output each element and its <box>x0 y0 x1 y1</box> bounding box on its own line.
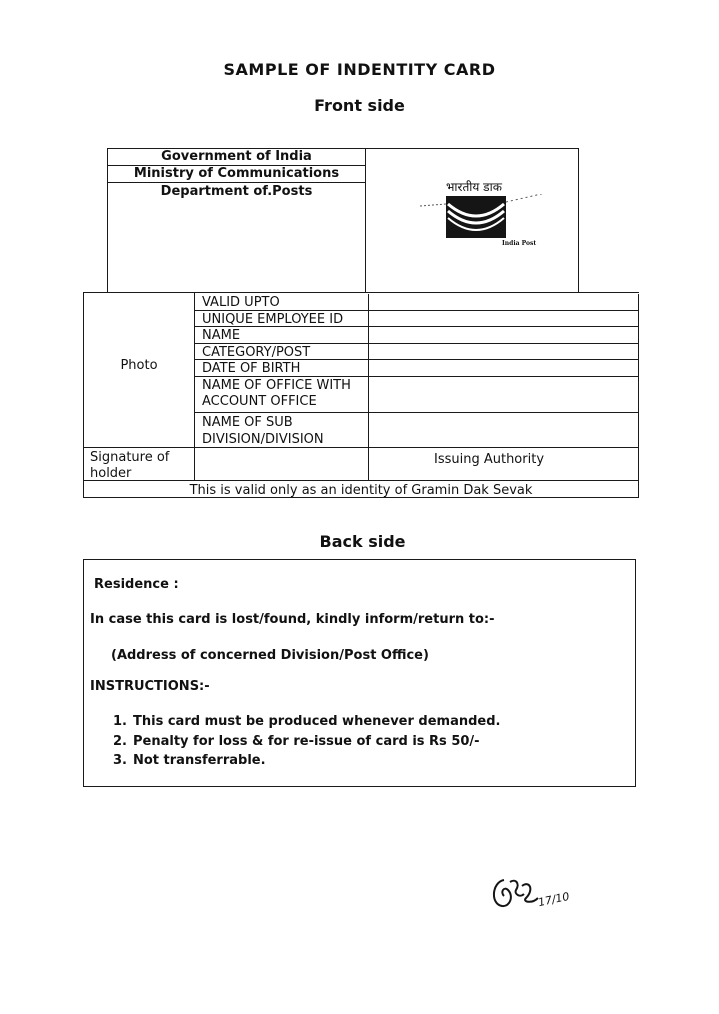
field-category-post: CATEGORY/POST <box>202 345 311 360</box>
field-sub-division: NAME OF SUB DIVISION/DIVISION <box>202 415 324 447</box>
page-title: SAMPLE OF INDENTITY CARD <box>223 60 496 79</box>
field-unique-employee-id: UNIQUE EMPLOYEE ID <box>202 312 344 327</box>
instruction-item: Penalty for loss & for re-issue of card is Rs 50/- <box>133 734 480 749</box>
handwritten-signature <box>486 872 576 916</box>
india-post-logo <box>420 180 550 252</box>
logo-hindi-text: भारतीय डाक <box>446 180 502 194</box>
photo-placeholder: Photo <box>120 358 158 373</box>
india-post-logo-icon <box>420 194 550 242</box>
field-date-of-birth: DATE OF BIRTH <box>202 361 301 376</box>
instruction-item: This card must be produced whenever demanded. <box>133 714 501 729</box>
signature-of-holder-label: Signature of holder <box>90 450 170 481</box>
instructions-heading: INSTRUCTIONS:- <box>90 679 210 694</box>
document-page: SAMPLE OF INDENTITY CARD Front side Government of India Ministry of Communications Department of.Posts भारतीय डाक India Post Photo VALID UPTO UNIQUE EMPLOYEE ID NAME CATEGORY/POST DATE OF BIRTH NAME OF OFFICE WITH ACCOUNT OFFICE NAME OF SUB DIVISION/DIVISION Signature of holder Issuing Authority This is valid only as an identity of Gramin Dak Sevak Back side Residence : In case this card is lost/found, kindly inform/return to:- (Address of concerned Division/Post Office) INSTRUCTIONS:- 1. This card must be produced whenever demanded. 2. Penalty for loss & for re-issue of card is Rs 50/- 3. Not transferrable. 17/10 <box>0 0 719 1014</box>
issuing-authority-label: Issuing Authority <box>433 452 545 467</box>
header-department: Department of.Posts <box>160 184 313 199</box>
address-placeholder: (Address of concerned Division/Post Office) <box>111 648 429 663</box>
lost-found-text: In case this card is lost/found, kindly inform/return to:- <box>90 612 495 627</box>
back-side-heading: Back side <box>319 532 406 551</box>
instruction-item: Not transferrable. <box>133 753 266 768</box>
header-government: Government of India <box>161 149 312 164</box>
header-ministry: Ministry of Communications <box>133 166 340 181</box>
validity-note: This is valid only as an identity of Gramin Dak Sevak <box>189 483 533 498</box>
signature-date: 17/10 <box>536 889 571 910</box>
field-name: NAME <box>202 328 241 343</box>
field-office-account: NAME OF OFFICE WITH ACCOUNT OFFICE <box>202 378 351 409</box>
front-side-heading: Front side <box>314 96 405 115</box>
residence-label: Residence : <box>94 577 179 592</box>
logo-english-text: India Post <box>502 240 537 247</box>
field-valid-upto: VALID UPTO <box>202 295 280 310</box>
